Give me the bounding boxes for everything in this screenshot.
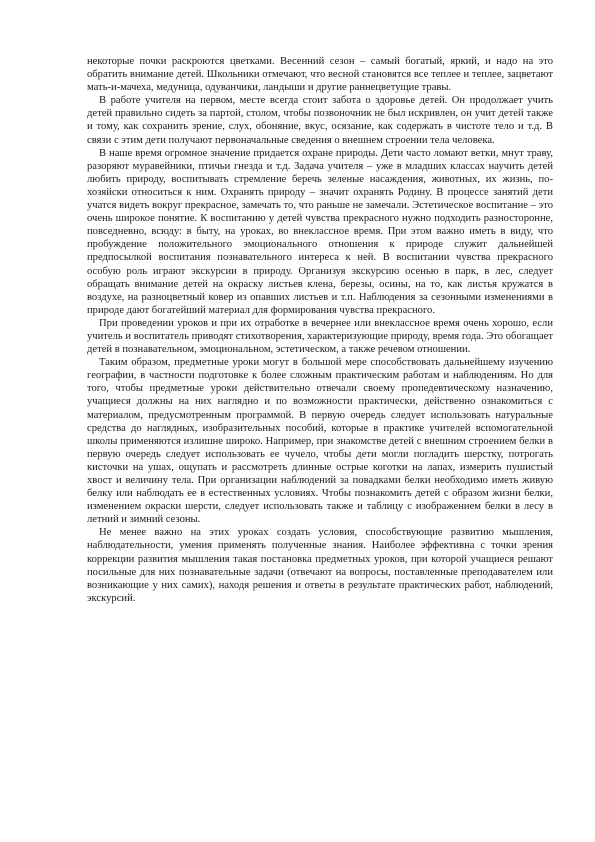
- paragraph-spring-season: некоторые почки раскроются цветками. Весенний сезон – самый богатый, яркий, и надо на это обратить внимание детей. Школьники отмечают, что весной становятся все теплее и теплее, зацветают мать-и-мачеха, медуница, одуванчики, ландыши и другие раннецветущие травы.: [87, 56, 553, 94]
- paragraph-health-care: В работе учителя на первом, месте всегда стоит забота о здоровье детей. Он продолжает учить детей правильно сидеть за партой, столом, чтобы позвоночник не был искривлен, он учит детей также и тому, как сохранить зрение, слух, обоняние, вкус, осязание, как содержать в чистоте тело и т.д. В связи с этим дети получают первоначальные сведения о внешнем строении тела человека.: [87, 95, 553, 146]
- paragraph-object-lessons: Таким образом, предметные уроки могут в большой мере способствовать дальнейшему изучению географии, в частности подготовке к более сложным практическим работам и наблюдениям. Но для того, чтобы предметные уроки действительно отвечали своему пропедевтическому назначению, учащиеся должны на них наглядно и по возможности практически, действенно ознакомиться с материалом, предусмотренным программой. В первую очередь следует использовать натуральные средства до наглядных, изобразительных пособий, которые в практике учителей вспомогательной школы применяются излишне широко. Например, при знакомстве детей с внешним строением белки в первую очередь следует использовать ее чучело, чтобы дети могли погладить шерстку, потрогать кисточки на ушах, ощупать и рассмотреть длинные острые коготки на лапах, измерить пушистый хвост и величину тела. При организации наблюдений за повадками белки необходимо иметь живую белку или наблюдать ее в естественных условиях. Чтобы познакомить детей с образом жизни белки, изменением окраски шерсти, следует использовать также и таблицу с изображением белки в лесу в летний и зимний сезоны.: [87, 357, 553, 526]
- paragraph-thinking-development: Не менее важно на этих уроках создать условия, способствующие развитию мышления, наблюдательности, умения применять полученные знания. Наиболее эффективна с точки зрения коррекции развития мышления такая постановка предметных уроков, при которой учащиеся решают посильные для них познавательные задачи (отвечают на вопросы, поставленные преподавателем или возникающие у них самих), находя решения и ответы в результате практических работ, наблюдений, экскурсий.: [87, 527, 553, 604]
- document-page: [87, 55, 553, 605]
- paragraph-poems: При проведении уроков и при их отработке в вечернее или внеклассное время очень хорошо, если учитель и воспитатель приводят стихотворения, характеризующие природу, время года. Это обогащает детей в познавательном, эмоциональном, эстетическом, а также речевом отношении.: [87, 317, 553, 356]
- paragraph-nature-protection: В наше время огромное значение придается охране природы. Дети часто ломают ветки, мнут траву, разоряют муравейники, птичьи гнезда и т.д. Задача учителя – уже в младших классах научить детей любить природу, воспитывать стремление беречь зеленые насаждения, животных, их жизнь, по-хозяйски относиться к ним. Охранять природу – значит охранять Родину. В процессе занятий дети учатся видеть вокруг прекрасное, замечать то, что раньше не замечали. Эстетическое воспитание – это очень широкое понятие. К воспитанию у детей чувства прекрасного нужно подходить разносторонне, повседневно, всюду: в быту, на уроках, во внеклассное время. При этом важно иметь в виду, что пробуждение положительного эмоционального отношения к природе служит дальнейшей предпосылкой воспитания познавательного интереса к ней. В воспитании чувства прекрасного особую роль играют экскурсии в природу. Организуя экскурсию осенью в парк, в лес, следует обращать внимание детей на окраску листьев клена, березы, осины, на то, как листья кружатся в воздухе, на разноцветный ковер из опавших листьев и т.п. Наблюдения за сезонными изменениями в природе дают богатейший материал для формирования чувства прекрасного.: [87, 147, 553, 316]
